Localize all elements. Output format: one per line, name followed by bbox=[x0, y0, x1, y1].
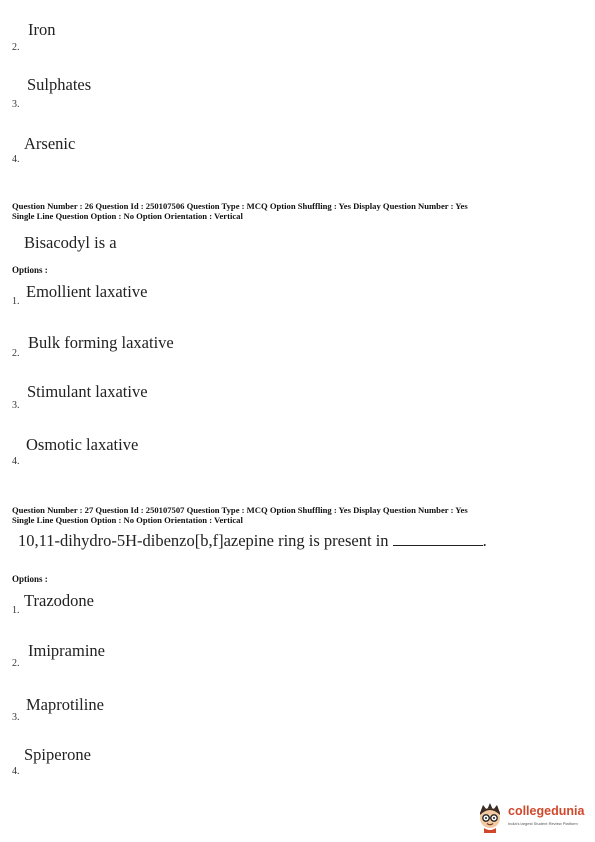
options-label: Options : bbox=[12, 574, 48, 584]
option-text: Stimulant laxative bbox=[27, 382, 148, 401]
question-meta-line-1: Question Number : 27 Question Id : 250107507 Question Type : MCQ Option Shuffling : Yes Display Question Number : Yes bbox=[12, 505, 468, 515]
option-text: Emollient laxative bbox=[26, 282, 148, 301]
option-text: Bulk forming laxative bbox=[28, 333, 174, 352]
collegedunia-watermark bbox=[474, 800, 589, 834]
option-number: 2. bbox=[12, 42, 20, 53]
question-text: Bisacodyl is a bbox=[24, 233, 117, 252]
option-number: 4. bbox=[12, 154, 20, 165]
question-meta bbox=[12, 202, 468, 221]
question-text-end: . bbox=[482, 531, 487, 550]
brand-tagline: India's largest Student Review Platform bbox=[508, 821, 578, 826]
option-text: Iron bbox=[28, 20, 56, 39]
question-meta-line-2: Single Line Question Option : No Option Orientation : Vertical bbox=[12, 514, 243, 525]
mascot-icon bbox=[474, 801, 506, 833]
option-text: Osmotic laxative bbox=[26, 435, 139, 454]
brand-name: collegedunia bbox=[508, 804, 585, 818]
question-meta bbox=[12, 506, 468, 525]
option-text: Spiperone bbox=[24, 745, 91, 764]
option-text: Sulphates bbox=[27, 75, 92, 94]
option-number: 3. bbox=[12, 712, 20, 723]
question-meta-line-2: Single Line Question Option : No Option Orientation : Vertical bbox=[12, 210, 243, 221]
option-number: 1. bbox=[12, 296, 20, 307]
option-number: 2. bbox=[12, 348, 20, 359]
option-number: 3. bbox=[12, 99, 20, 110]
option-text: Imipramine bbox=[28, 641, 105, 660]
option-number: 4. bbox=[12, 456, 20, 467]
option-number: 4. bbox=[12, 766, 20, 777]
question-text bbox=[18, 531, 487, 551]
option-number: 1. bbox=[12, 605, 20, 616]
answer-blank bbox=[393, 533, 483, 546]
question-text-main: 10,11-dihydro-5H-dibenzo[b,f]azepine ring is present in bbox=[18, 531, 389, 550]
option-text: Arsenic bbox=[24, 134, 76, 153]
option-number: 2. bbox=[12, 658, 20, 669]
option-text: Maprotiline bbox=[26, 695, 104, 714]
question-meta-line-1: Question Number : 26 Question Id : 250107506 Question Type : MCQ Option Shuffling : Yes Display Question Number : Yes bbox=[12, 201, 468, 211]
options-label: Options : bbox=[12, 265, 48, 275]
option-number: 3. bbox=[12, 400, 20, 411]
option-text: Trazodone bbox=[24, 591, 94, 610]
